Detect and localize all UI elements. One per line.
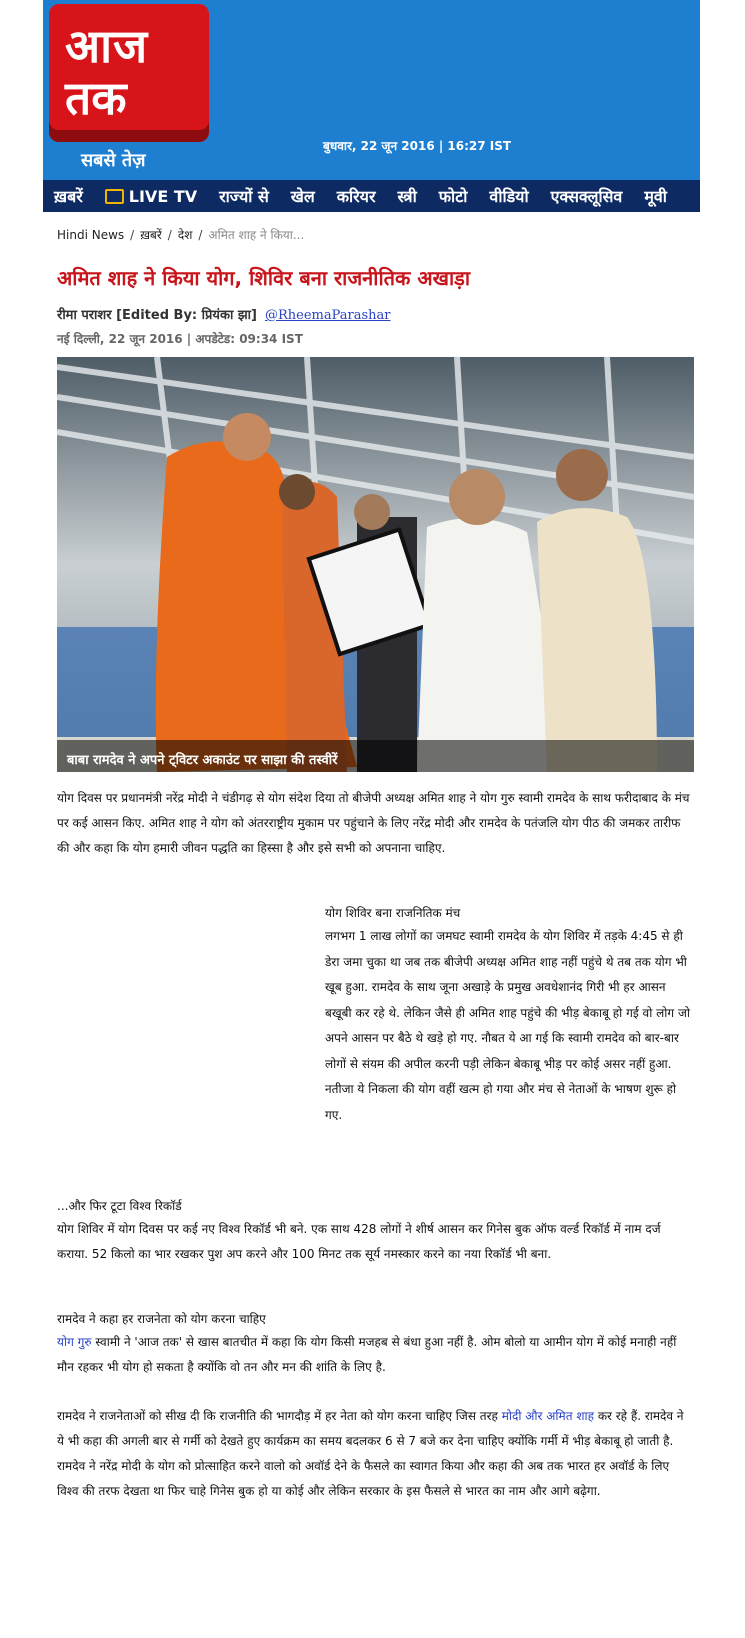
header-datetime: बुधवार, 22 जून 2016 | 16:27 IST xyxy=(323,139,512,153)
breadcrumb-news[interactable]: ख़बरें xyxy=(140,228,162,242)
logo-line2: तक xyxy=(65,71,127,125)
side-section xyxy=(325,902,690,1128)
photo-illustration xyxy=(57,357,694,772)
nav-item-photo[interactable]: फोटो xyxy=(438,187,468,206)
section-text-part: रामदेव ने राजनेताओं को सीख दी कि राजनीति की भागदौड़ में हर नेता को योग करना चाहिए जिस तरह xyxy=(57,1409,502,1423)
nav-item-exclusive[interactable]: एक्सक्लूसिव xyxy=(550,187,623,206)
aajtak-logo[interactable] xyxy=(43,0,213,178)
breadcrumb-sep: / xyxy=(130,228,135,242)
author-twitter-link[interactable]: @RheemaParashar xyxy=(264,308,391,323)
nav-item-live-tv[interactable] xyxy=(94,187,208,206)
breadcrumb-sep: / xyxy=(167,228,172,242)
section-leaders xyxy=(57,1404,694,1504)
yoga-guru-link[interactable]: योग गुरु xyxy=(57,1335,92,1349)
section-text-part: कर रहे हैं. रामदेव ने ये भी कहा की अगली बार से गर्मी को देखते हुए कार्यक्रम का समय बदलकर 6 से 7 बजे कर देना चाहिए क्योंकि गर्मी में भीड़ बेकाबू हो जाती है. रामदेव ने नरेंद्र मोदी के योग को प्रोत्साहित करने वालो को अवॉर्ड देने के फैसले का स्वागत किया और कहा की अब तक भारत हर अवॉर्ड के लिए विश्व की तरफ देखता था फिर चाहे गिनेस बुक हो या कोई और लेकिन सरकार के इस फैसले से भारत का नाम और आगे बढ़ेगा. xyxy=(57,1409,684,1498)
section-text xyxy=(57,1404,694,1504)
section-text-body: स्वामी ने 'आज तक' से खास बातचीत में कहा कि योग किसी मजहब से बंधा हुआ नहीं है. ओम बोलो या आमीन योग में कोई मनाही नहीं मौन रहकर भी योग हो सकता है क्योंकि वो तन और मन की शांति के लिए है. xyxy=(57,1335,677,1374)
article-author xyxy=(57,305,391,323)
breadcrumb-country[interactable]: देश xyxy=(177,228,193,242)
section-text xyxy=(57,1330,694,1380)
article-title: अमित शाह ने किया योग, शिविर बना राजनीतिक अखाड़ा xyxy=(57,266,471,290)
photo-caption: बाबा रामदेव ने अपने ट्विटर अकाउंट पर साझा की तस्वीरें xyxy=(57,740,694,772)
nav-item-movie[interactable]: मूवी xyxy=(644,187,667,206)
side-section-text: लगभग 1 लाख लोगों का जमघट स्वामी रामदेव के योग शिविर में तड़के 4:45 से ही डेरा जमा चुका था जब तक बीजेपी अध्यक्ष अमित शाह नहीं पहुंचे थे तब तक योग भी खूब हुआ. रामदेव के साथ जूना अखाड़े के प्रमुख अवधेशानंद गिरी भी हर आसन बखूबी कर रहे थे. लेकिन जैसे ही अमित शाह पहुंचे की भीड़ बेकाबू हो गई वो लोग जो अपने आसन पर बैठे थे खड़े हो गए. नौबत ये आ गई कि स्वामी रामदेव को बार-बार लोगों से संयम की अपील करनी पड़ी लेकिन बेकाबू भीड़ पर कोई असर नहीं हुआ. नतीजा ये निकला की योग वहीं खत्म हो गया और मंच से नेताओं के भाषण शुरू हो गए. xyxy=(325,929,690,1122)
site-header xyxy=(43,0,700,180)
modi-shah-link[interactable]: मोदी और अमित शाह xyxy=(501,1409,595,1423)
section-heading: ...और फिर टूटा विश्व रिकॉर्ड xyxy=(57,1199,182,1213)
article-photo xyxy=(57,357,694,772)
side-section-heading: योग शिविर बना राजनितिक मंच xyxy=(325,906,461,920)
breadcrumb-sep: / xyxy=(198,228,203,242)
nav-item-women[interactable]: स्त्री xyxy=(397,187,417,206)
section-ramdev-yoga xyxy=(57,1308,694,1380)
section-text: योग शिविर में योग दिवस पर कई नए विश्व रिकॉर्ड भी बने. एक साथ 428 लोगों ने शीर्ष आसन कर गिनेस बुक ऑफ वर्ल्ड रिकॉर्ड में नाम दर्ज कराया. 52 किलो का भार रखकर पुश अप करने और 100 मिनट तक सूर्य नमस्कार करने का नया रिकॉर्ड भी बना. xyxy=(57,1222,661,1261)
article-paragraph: योग दिवस पर प्रधानमंत्री नरेंद्र मोदी ने चंडीगढ़ से योग संदेश दिया तो बीजेपी अध्यक्ष अमित शाह ने योग गुरु स्वामी रामदेव के साथ फरीदाबाद के मंच पर कई आसन किए. अमित शाह ने योग को अंतरराष्ट्रीय मुकाम पर पहुंचाने के लिए नरेंद्र मोदी और रामदेव के पतंजलि योग पीठ की जमकर तारीफ की और कहा कि योग हमारी जीवन पद्धति का हिस्सा है और इसे सभी को अपनाना चाहिए. xyxy=(57,791,690,855)
breadcrumb-current: अमित शाह ने किया... xyxy=(208,228,305,242)
logo-line1: आज xyxy=(65,19,149,73)
section-heading: रामदेव ने कहा हर राजनेता को योग करना चाहिए xyxy=(57,1312,266,1326)
tv-icon xyxy=(105,189,124,204)
breadcrumb-home[interactable]: Hindi News xyxy=(57,228,125,242)
main-nav xyxy=(43,180,700,212)
nav-item-career[interactable]: करियर xyxy=(336,187,376,206)
nav-item-sports[interactable]: खेल xyxy=(290,187,315,206)
nav-item-live-tv-label: LIVE TV xyxy=(128,186,198,206)
nav-item-news[interactable]: ख़बरें xyxy=(54,187,83,206)
breadcrumb xyxy=(57,226,304,243)
nav-item-video[interactable]: वीडियो xyxy=(489,187,529,206)
nav-item-states[interactable]: राज्यों से xyxy=(219,187,269,206)
author-name: रीमा पराशर [Edited By: प्रियंका झा] xyxy=(57,308,257,323)
logo-tagline: सबसे तेज़ xyxy=(81,150,146,171)
article-dateline: नई दिल्ली, 22 जून 2016 | अपडेटेड: 09:34 IST xyxy=(57,332,303,346)
section-world-record xyxy=(57,1195,694,1267)
